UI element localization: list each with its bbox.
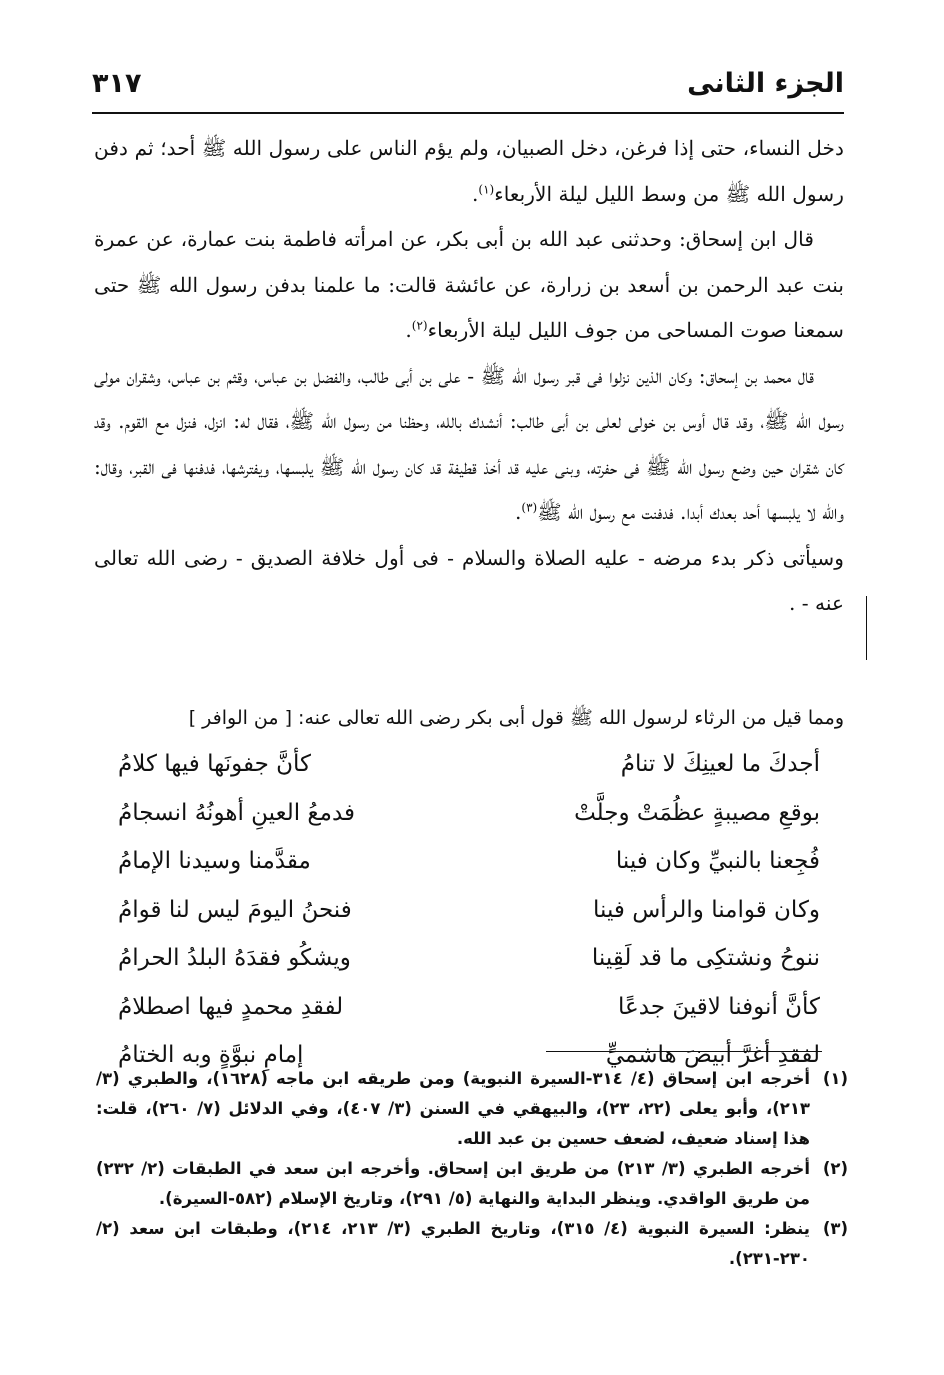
- verse-first-hemistich: فُجِعنا بالنبيِّ وكان فينا: [615, 848, 820, 874]
- paragraph-2-text: قال ابن إسحاق: وحدثنى عبد الله بن أبى بكر، عن امرأته فاطمة بنت عمارة، عن عمرة بنت عبد الرحمن بن أسعد بن زرارة، عن عائشة قالت: ما علمنا بدفن رسول الله ﷺ حتى سمعنا صوت المساحى من جوف الليل ليلة الأربعاء: [94, 227, 844, 342]
- margin-mark: [866, 596, 867, 660]
- verse: [118, 934, 820, 983]
- paragraph-2-end: .: [405, 318, 412, 342]
- verse: [118, 837, 820, 886]
- footnote-number: (١): [822, 1069, 848, 1088]
- verse-second-hemistich: فنحنُ اليومَ ليس لنا قوامُ: [118, 896, 352, 923]
- footnote-text: أخرجه الطبري (٣/ ٢١٣) من طريق ابن إسحاق. وأخرجه ابن سعد في الطبقات (٢/ ٢٣٢) من طريق الواقدي. وينظر البداية والنهاية (٥/ ٢٩١)، وتاريخ الإسلام (٥٨٢-السيرة).: [96, 1159, 810, 1208]
- footnotes: [96, 1064, 848, 1274]
- paragraph-1-end: .: [471, 181, 479, 206]
- footnote-separator: [546, 1051, 822, 1052]
- paragraph-1-text: دخل النساء، حتى إذا فرغن، دخل الصبيان، ولم يؤم الناس على رسول الله ﷺ أحد؛ ثم دفن رسول الله ﷺ من وسط الليل ليلة الأربعاء: [94, 136, 844, 206]
- paragraph-4: وسيأتى ذكر بدء مرضه - عليه الصلاة والسلام - فى أول خلافة الصديق - رضى الله تعالى عنه - .: [94, 545, 844, 615]
- verse-first-hemistich: وكان قوامنا والرأس فينا: [593, 896, 820, 923]
- verse-second-hemistich: فدمعُ العينِ أهونُهُ انسجامُ: [118, 799, 356, 826]
- footnote: [96, 1064, 848, 1154]
- verse-second-hemistich: ويشكُو فقدَهُ البلدُ الحرامُ: [118, 945, 351, 971]
- running-header: [92, 58, 844, 108]
- verse-second-hemistich: لفقدِ محمدٍ فيها اصطلامُ: [118, 993, 344, 1020]
- verse-first-hemistich: كأنَّ أنوفنا لاقينَ جدعًا: [618, 993, 820, 1020]
- verse-first-hemistich: بوقعِ مصيبةٍ عظُمَتْ وجلَّتْ: [574, 799, 820, 826]
- chapter-title: الجزء الثانى: [687, 67, 844, 99]
- verse-second-hemistich: مقدَّمنا وسيدنا الإمامُ: [118, 848, 311, 874]
- verse-first-hemistich: لفقدِ أغرَّ أبيضَ هاشميٍّ: [605, 1042, 820, 1068]
- footnote-ref-3: (٣): [521, 500, 538, 515]
- verse: [118, 789, 820, 838]
- paragraph-1: [94, 126, 844, 217]
- footnote-text: ينظر: السيرة النبوية (٤/ ٣١٥)، وتاريخ الطبري (٣/ ٢١٣، ٢١٤)، وطبقات ابن سعد (٢/ ٢٣٠-٢٣١).: [96, 1219, 810, 1268]
- footnote: [96, 1154, 848, 1214]
- paragraph-3-text: قال محمد بن إسحاق: وكان الذين نزلوا فى قبر رسول الله ﷺ - على بن أبى طالب، والفضل بن عباس، وقثم بن عباس، وشقران مولى رسول الله ﷺ، وقد قال أوس بن خولى لعلى بن أبى طالب: أنشدك بالله، وحظنا من رسول الله ﷺ، فقال له: انزل، فنزل مع القوم. وقد كان شقران حين وضع رسول الله ﷺ فى حفرته، وبنى عليه قد أخذ قطيفة قد كان رسول الله ﷺ يلبسها، ويفترشها، فدفنها فى القبر، وقال: والله لا يلبسها أحد بعدك أبدا. فدفنت مع رسول الله ﷺ: [94, 363, 844, 524]
- footnote-ref-1: (١): [478, 181, 495, 196]
- header-rule: [92, 112, 844, 114]
- verse-second-hemistich: كأنَّ جفونَها فيها كلامُ: [118, 751, 311, 777]
- footnote-ref-2: (٢): [411, 318, 428, 333]
- paragraph-2: [94, 217, 844, 354]
- footnote-number: (٣): [822, 1219, 848, 1238]
- poem: [118, 740, 820, 1080]
- verse-first-hemistich: أجدكَ ما لعينِكَ لا تنامُ: [620, 751, 820, 777]
- verse: [118, 983, 820, 1032]
- verse-first-hemistich: ننوحُ ونشتكِى ما قد لَقِينا: [591, 945, 820, 971]
- footnote: [96, 1214, 848, 1274]
- verse: [118, 740, 820, 789]
- main-text: [94, 126, 844, 627]
- verse-second-hemistich: إمامِ نبوَّةٍ وبه الختامُ: [118, 1042, 304, 1068]
- footnote-text: أخرجه ابن إسحاق (٤/ ٣١٤-السيرة النبوية) ومن طريقه ابن ماجه (١٦٢٨)، والطبري (٣/ ٢١٣)، وأبو يعلى (٢٢، ٢٣)، والبيهقي في السنن (٣/ ٤٠٧)، وفي الدلائل (٧/ ٢٦٠)، قلت: هذا إسناد ضعيف، لضعف حسين بن عبد الله.: [96, 1069, 810, 1148]
- page-number: ٣١٧: [92, 67, 142, 99]
- verse: [118, 886, 820, 935]
- footnote-number: (٢): [822, 1159, 848, 1178]
- paragraph-3-end: .: [514, 500, 522, 524]
- poem-intro: ومما قيل من الرثاء لرسول الله ﷺ قول أبى بكر رضى الله تعالى عنه: [ من الوافر ]: [188, 707, 844, 729]
- paragraph-3: [94, 354, 844, 536]
